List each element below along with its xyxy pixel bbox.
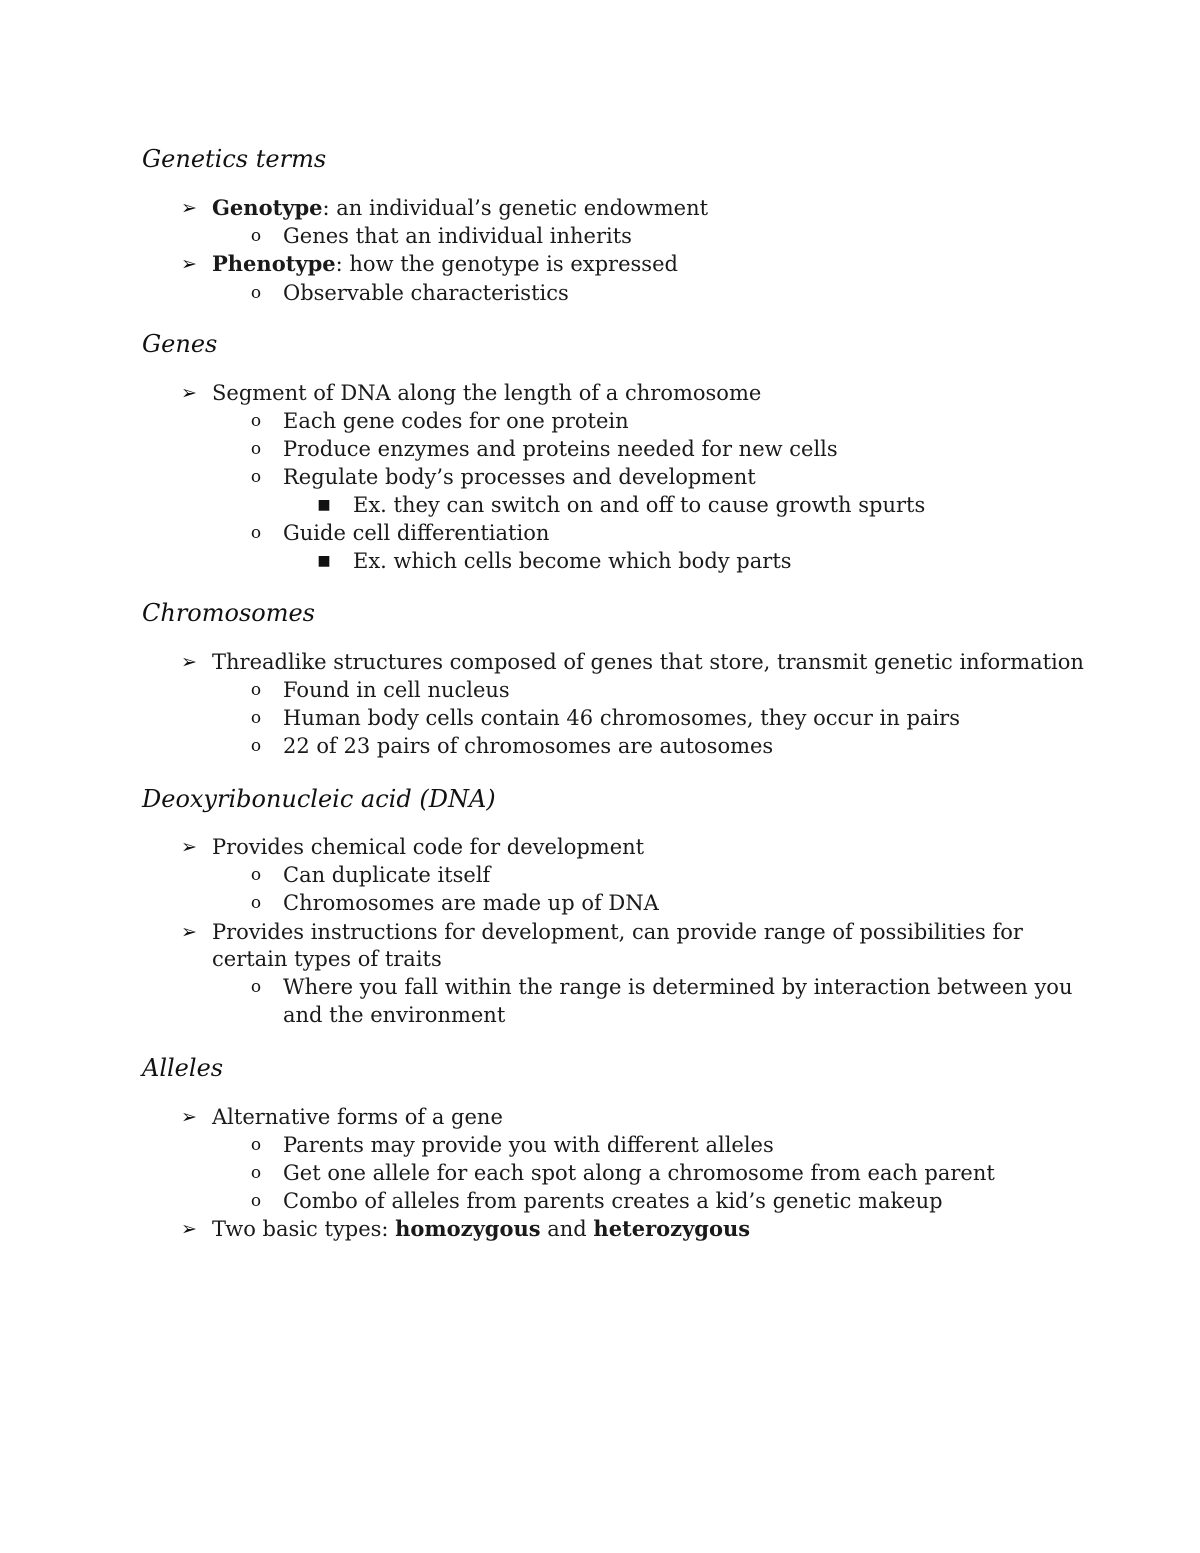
sub-item-genotype: Genes that an individual inherits <box>283 224 632 248</box>
circle-bullet-icon: o <box>250 977 262 997</box>
arrow-bullet-icon: ➢ <box>181 382 197 404</box>
sub-item-alleles-2: Get one allele for each spot along a chromosome from each parent <box>283 1161 995 1185</box>
sub-item-dna-3-line2: and the environment <box>283 1003 506 1027</box>
circle-bullet-icon: o <box>250 893 262 913</box>
circle-bullet-icon: o <box>250 283 262 303</box>
list-item-genotype <box>212 194 708 222</box>
section-heading-genetics-terms: Genetics terms <box>142 145 327 173</box>
sub-item-chromosomes-3: 22 of 23 pairs of chromosomes are autosomes <box>283 734 774 758</box>
alleles-types-prefix: Two basic types: <box>212 1217 396 1241</box>
circle-bullet-icon: o <box>250 1135 262 1155</box>
sub-item-phenotype: Observable characteristics <box>283 281 569 305</box>
circle-bullet-icon: o <box>250 467 262 487</box>
sub-item-chromosomes-1: Found in cell nucleus <box>283 678 510 702</box>
list-item-dna-2-line2: certain types of traits <box>212 947 442 971</box>
alleles-types-and: and <box>540 1217 594 1241</box>
example-genes-4: Ex. which cells become which body parts <box>353 549 792 573</box>
sub-item-alleles-3: Combo of alleles from parents creates a kid’s genetic makeup <box>283 1189 943 1213</box>
example-genes-3: Ex. they can switch on and off to cause growth spurts <box>353 493 926 517</box>
sub-item-dna-1: Can duplicate itself <box>283 863 491 887</box>
arrow-bullet-icon: ➢ <box>181 197 197 219</box>
sub-item-genes-2: Produce enzymes and proteins needed for new cells <box>283 437 838 461</box>
circle-bullet-icon: o <box>250 708 262 728</box>
circle-bullet-icon: o <box>250 439 262 459</box>
circle-bullet-icon: o <box>250 865 262 885</box>
sub-item-genes-4: Guide cell differentiation <box>283 521 550 545</box>
circle-bullet-icon: o <box>250 1191 262 1211</box>
arrow-bullet-icon: ➢ <box>181 836 197 858</box>
arrow-bullet-icon: ➢ <box>181 921 197 943</box>
circle-bullet-icon: o <box>250 680 262 700</box>
sub-item-chromosomes-2: Human body cells contain 46 chromosomes, they occur in pairs <box>283 706 960 730</box>
square-bullet-icon: ■ <box>317 497 331 513</box>
arrow-bullet-icon: ➢ <box>181 1218 197 1240</box>
circle-bullet-icon: o <box>250 411 262 431</box>
arrow-bullet-icon: ➢ <box>181 1106 197 1128</box>
arrow-bullet-icon: ➢ <box>181 253 197 275</box>
square-bullet-icon: ■ <box>317 553 331 569</box>
arrow-bullet-icon: ➢ <box>181 651 197 673</box>
definition-phenotype: : how the genotype is expressed <box>335 252 678 276</box>
definition-genotype: : an individual’s genetic endowment <box>322 196 709 220</box>
sub-item-genes-3: Regulate body’s processes and development <box>283 465 756 489</box>
list-item-dna-2-line1: Provides instructions for development, can provide range of possibilities for <box>212 920 1023 944</box>
circle-bullet-icon: o <box>250 736 262 756</box>
list-item-dna-1: Provides chemical code for development <box>212 835 645 859</box>
sub-item-genes-1: Each gene codes for one protein <box>283 409 629 433</box>
list-item-alleles-2 <box>212 1215 750 1243</box>
circle-bullet-icon: o <box>250 1163 262 1183</box>
sub-item-dna-3-line1: Where you fall within the range is determined by interaction between you <box>283 975 1073 999</box>
list-item-chromosomes: Threadlike structures composed of genes that store, transmit genetic information <box>212 650 1084 674</box>
section-heading-genes: Genes <box>142 330 218 358</box>
section-heading-dna: Deoxyribonucleic acid (DNA) <box>142 785 496 813</box>
sub-item-alleles-1: Parents may provide you with different alleles <box>283 1133 774 1157</box>
term-phenotype: Phenotype <box>212 251 336 276</box>
list-item-alleles-1: Alternative forms of a gene <box>212 1105 503 1129</box>
term-heterozygous: heterozygous <box>593 1216 751 1241</box>
list-item-phenotype <box>212 250 678 278</box>
section-heading-alleles: Alleles <box>142 1054 224 1082</box>
circle-bullet-icon: o <box>250 523 262 543</box>
term-homozygous: homozygous <box>395 1216 541 1241</box>
term-genotype: Genotype <box>212 195 323 220</box>
sub-item-dna-2: Chromosomes are made up of DNA <box>283 891 659 915</box>
circle-bullet-icon: o <box>250 226 262 246</box>
section-heading-chromosomes: Chromosomes <box>142 599 315 627</box>
list-item-genes-segment: Segment of DNA along the length of a chromosome <box>212 381 762 405</box>
